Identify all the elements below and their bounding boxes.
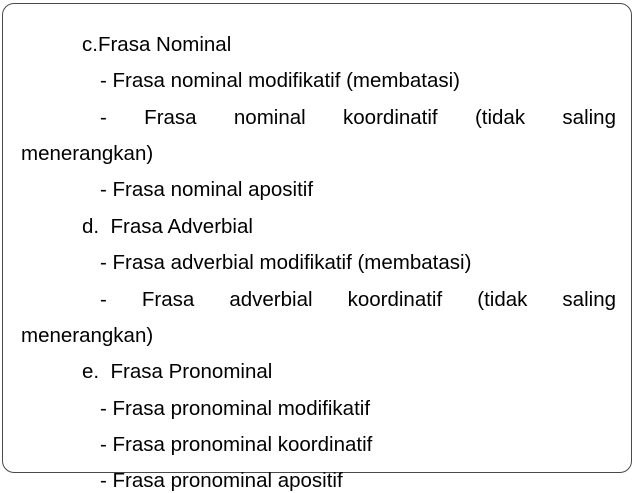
- heading-marker: c.: [82, 33, 98, 56]
- heading-frasa-pronominal: [82, 360, 272, 384]
- list-item: - Frasa nominal modifikatif (membatasi): [100, 69, 460, 92]
- list-item: - Frasa pronominal apositif: [100, 469, 343, 492]
- heading-title: Frasa Pronominal: [110, 360, 273, 383]
- list-item: - Frasa pronominal modifikatif: [100, 397, 371, 420]
- heading-marker: e.: [82, 360, 100, 383]
- heading-frasa-adverbial: [82, 215, 253, 239]
- list-item: - Frasa adverbial koordinatif (tidak saling: [100, 288, 616, 311]
- heading-marker: d.: [82, 215, 100, 238]
- heading-frasa-nominal: [82, 33, 231, 57]
- heading-title: Frasa Adverbial: [110, 215, 253, 238]
- list-item: - Frasa nominal koordinatif (tidak saling: [100, 106, 616, 129]
- list-item: - Frasa pronominal koordinatif: [100, 433, 373, 456]
- list-item-continuation: menerangkan): [21, 142, 154, 165]
- slide-frame: [2, 3, 632, 492]
- list-item: - Frasa nominal apositif: [100, 178, 314, 201]
- list-item-continuation: menerangkan): [21, 324, 154, 347]
- list-item: - Frasa adverbial modifikatif (membatasi): [100, 251, 472, 274]
- heading-title: Frasa Nominal: [97, 33, 232, 56]
